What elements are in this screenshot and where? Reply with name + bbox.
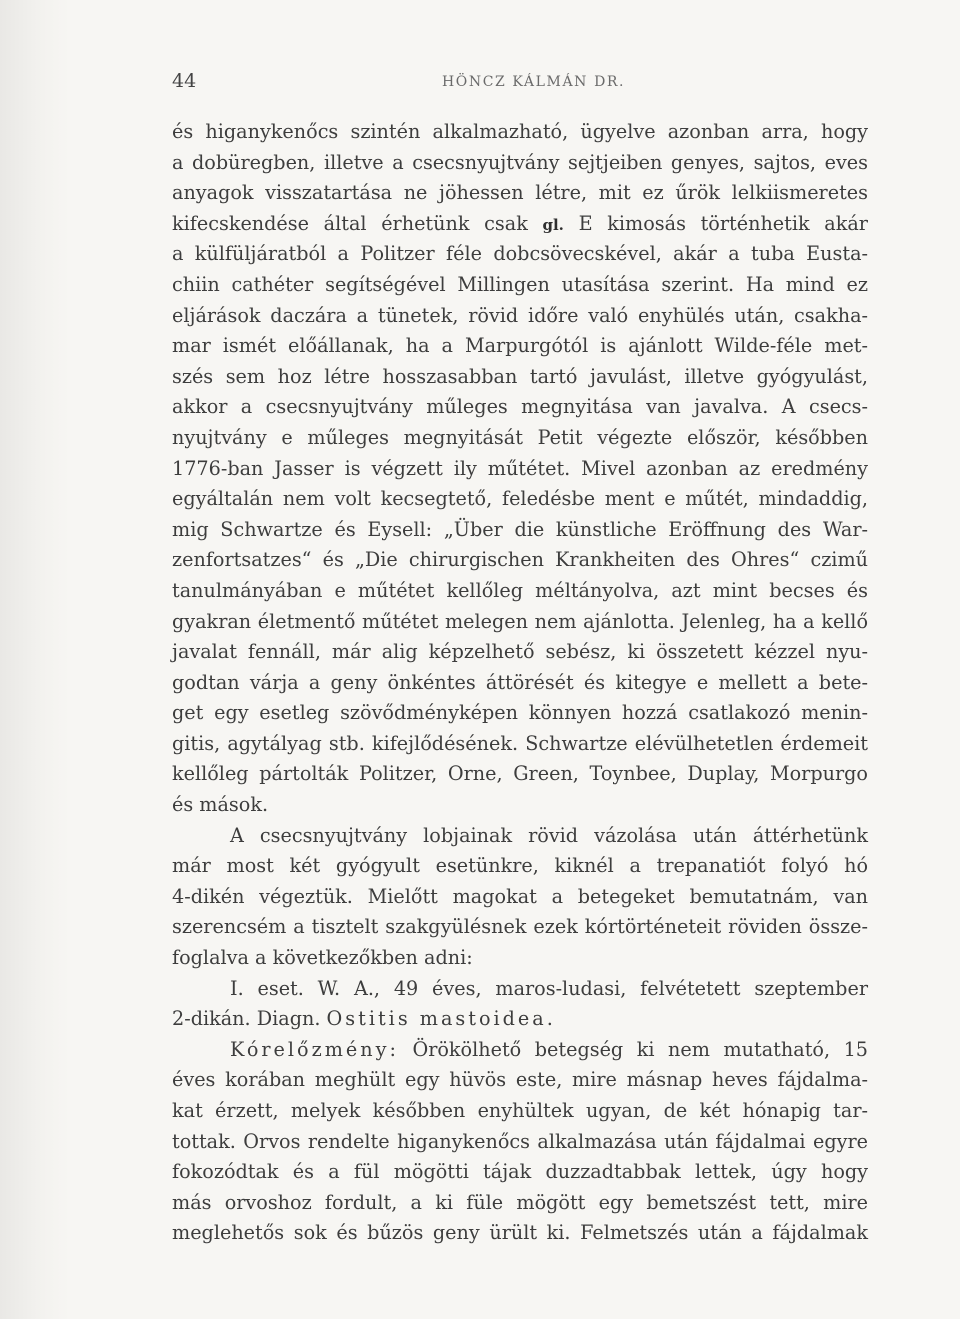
- body-text: [172, 117, 868, 1249]
- text-line: mig Schwartze és Eysell: „Über die künstliche Eröffnung des War-: [172, 517, 868, 541]
- running-head: HÖNCZ KÁLMÁN DR.: [442, 74, 626, 90]
- text-line: és higanykenőcs szintén alkalmazható, ügyelve azonban arra, hogy: [172, 120, 868, 143]
- text-line: fokozódtak és a fül mögötti tájak duzzadtabbak lettek, úgy hogy: [172, 1160, 868, 1184]
- section-label: Kórelőzmény:: [230, 1037, 399, 1061]
- text-line: foglalva a következőkben adni:: [172, 946, 473, 970]
- text-line: zenfortsatzes“ és „Die chirurgischen Krankheiten des Ohres“ czimű: [172, 548, 868, 572]
- text-line: 4-dikén végeztük. Mielőtt magokat a betegeket bemutatnám, van: [172, 884, 868, 908]
- text-line: tottak. Orvos rendelte higanykenőcs alkalmazása után fájdalmai egyre: [172, 1129, 868, 1153]
- text-segment: 2-dikán. Diagn.: [172, 1007, 321, 1031]
- text-line: más orvoshoz fordult, a ki füle mögött egy bemetszést tett, mire: [172, 1190, 868, 1214]
- text-line: eljárások daczára a tünetek, rövid időre való enyhülés után, csakha-: [172, 303, 868, 327]
- text-segment: kifecskendése által érhetünk csak: [172, 211, 528, 235]
- text-line: akkor a csecsnyujtvány műleges megnyitása van javalva. A csecs-: [172, 395, 868, 419]
- text-line: kellőleg pártolták Politzer, Orne, Green, Toynbee, Duplay, Morpurgo: [172, 762, 868, 786]
- text-segment: Örökölhető betegség ki nem mutatható, 15: [412, 1037, 868, 1061]
- text-line: meglehetős sok és bűzös geny ürült ki. Felmetszés után a fájdalmak: [172, 1221, 868, 1245]
- text-line: [172, 1035, 868, 1066]
- text-line: kat érzett, melyek későbben enyhültek ugyan, de két hónapig tar-: [172, 1099, 868, 1122]
- scan-edge-shadow: [0, 0, 70, 1319]
- text-line: szerencsém a tisztelt szakgyülésnek ezek kórtörténeteit röviden össze-: [172, 915, 868, 939]
- text-line: és mások.: [172, 793, 269, 817]
- text-line: gitis, agytályag stb. kifejlődésének. Schwartze elévülhetetlen érdemeit: [172, 731, 868, 755]
- text-line: [172, 1004, 868, 1035]
- text-line: már most két gyógyult esetünkre, kiknél a trepanatiót folyó hó: [172, 854, 868, 878]
- text-segment: E kimosás történhetik akár: [578, 211, 868, 235]
- text-line: mar ismét előállanak, ha a Marpurgótól is ajánlott Wilde-féle met-: [172, 334, 868, 358]
- page-number: 44: [172, 70, 197, 92]
- text-line: gyakran életmentő műtétet melegen nem ajánlotta. Jelenleg, ha a kellő: [172, 609, 868, 633]
- text-line: javalat fennáll, már alig képzelhető sebész, ki összetett kézzel nyu-: [172, 640, 868, 664]
- text-line: nyujtvány e műleges megnyitását Petit végezte először, későbben: [172, 425, 868, 449]
- text-line: godtan várja a geny önkéntes áttörését és kitegye e mellett a bete-: [172, 670, 868, 694]
- text-line: szés sem hoz létre hosszasabban tartó javulást, illetve gyógyulást,: [172, 364, 868, 388]
- text-line: A csecsnyujtvány lobjainak rövid vázolása után áttérhetünk: [230, 823, 868, 847]
- text-line: get egy esetleg szövődményképen könnyen hozzá csatlakozó menin-: [172, 701, 868, 725]
- text-line: chiin cathéter segítségével Millingen utasítása szerint. Ha mind ez: [172, 272, 868, 296]
- text-line: anyagok visszatartása ne jöhessen létre, mit ez űrök lelkiismeretes: [172, 181, 868, 205]
- text-line: I. eset. W. A., 49 éves, maros-ludasi, felvétetett szeptember: [230, 976, 868, 1000]
- text-line: [172, 209, 868, 240]
- text-line: 1776-ban Jasser is végzett ily műtétet. Mivel azonban az eredmény: [172, 456, 868, 480]
- text-line: a külfüljáratból a Politzer féle dobcsövecskével, akár a tuba Eusta-: [172, 242, 868, 266]
- page-header: [172, 62, 872, 102]
- text-line: éves korában meghült egy hüvös este, mire másnap heves fájdalma-: [172, 1068, 868, 1092]
- text-line: a dobüregben, illetve a csecsnyujtvány sejtjeiben genyes, sajtos, eves: [172, 150, 868, 174]
- diagnosis: Ostitis mastoidea.: [326, 1007, 556, 1031]
- text-line: tanulmányában e műtétet kellőleg méltányolva, azt mint becses és: [172, 578, 868, 602]
- handwritten-mark: gl.: [542, 215, 564, 234]
- text-line: egyáltalán nem volt kecsegtető, feledésbe ment e műtét, mindaddig,: [172, 487, 868, 511]
